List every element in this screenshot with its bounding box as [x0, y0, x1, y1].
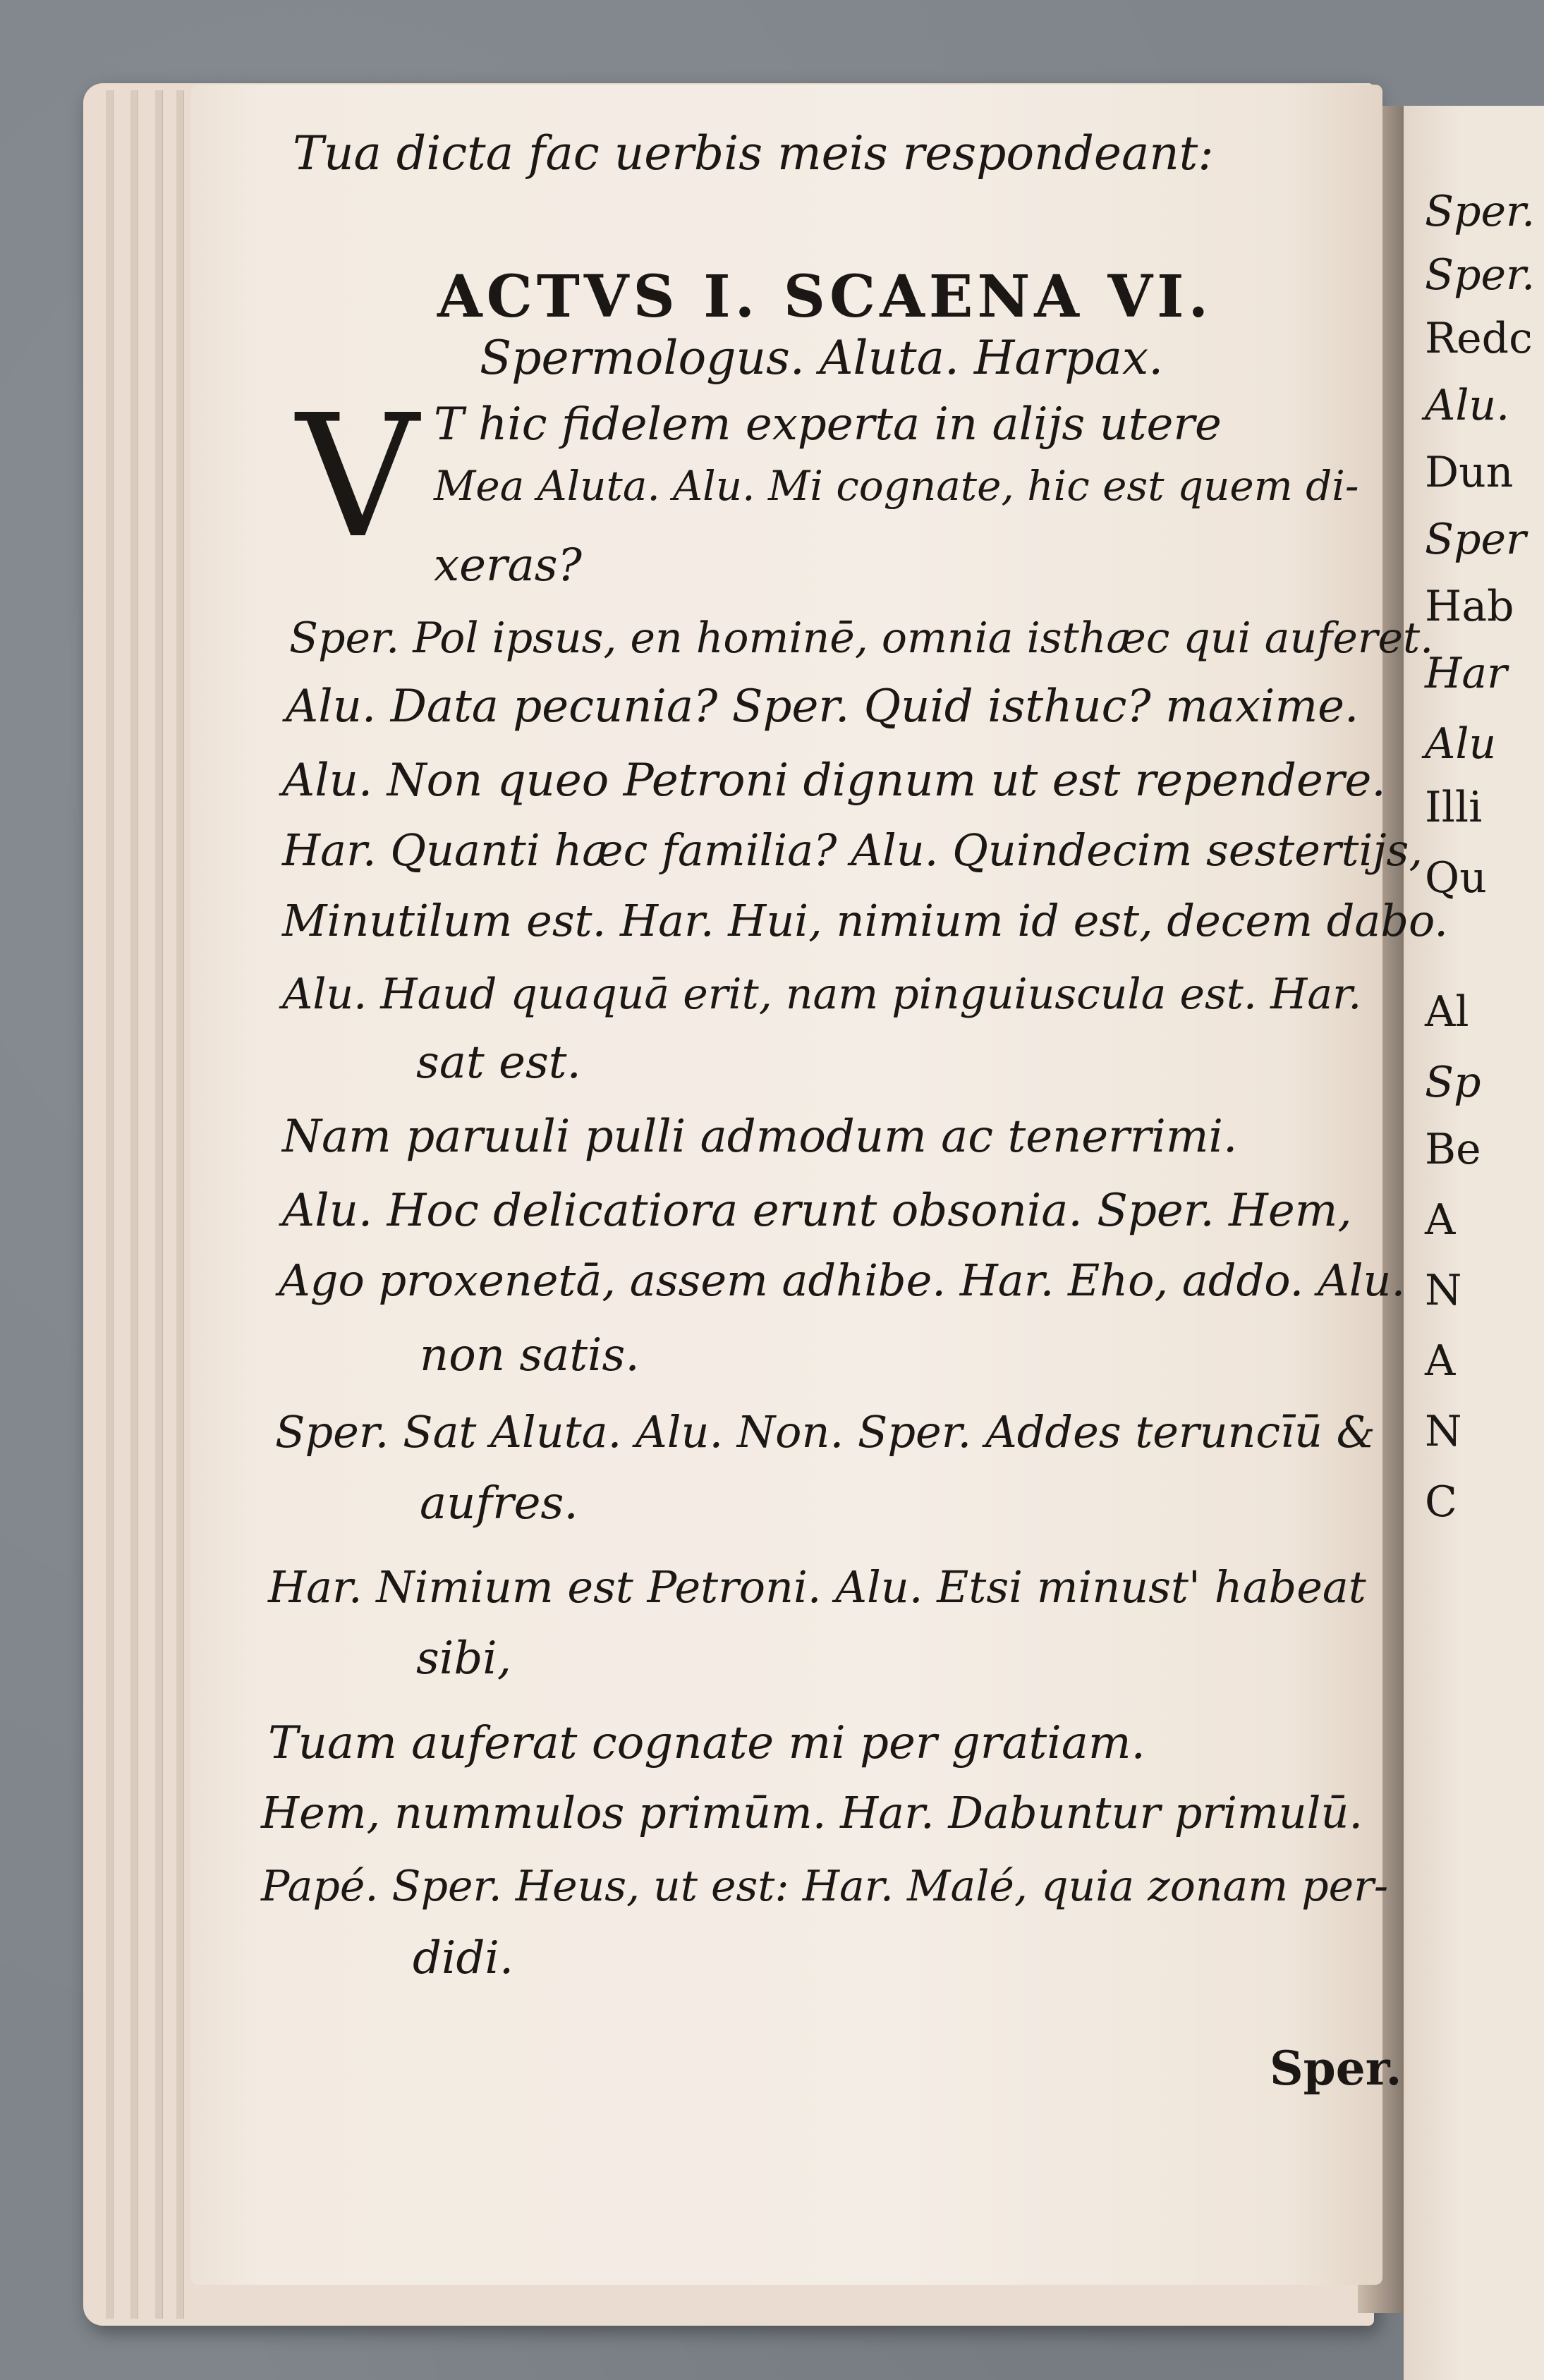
facing-page-fragment: C — [1425, 1477, 1457, 1527]
text-line: Hem, nummulos primūm. Har. Dabuntur primulū. — [261, 1787, 1363, 1838]
text-line: sat est. — [416, 1037, 581, 1089]
facing-page-fragment: Illi — [1425, 783, 1483, 832]
text-line: Papé. Sper. Heus, ut est: Har. Malé, quia zonam per- — [261, 1862, 1389, 1911]
facing-page-fragment: N — [1425, 1266, 1462, 1315]
dramatis-personae: Spermologus. Aluta. Harpax. — [480, 331, 1164, 385]
text-line: non satis. — [420, 1329, 640, 1381]
text-line: xeras? — [434, 539, 582, 592]
text-line: Alu. Hoc delicatiora erunt obsonia. Sper. Hem, — [282, 1185, 1352, 1237]
facing-page-fragment: A — [1425, 1195, 1456, 1245]
text-line: Har. Quanti hæc familia? Alu. Quindecim sestertijs, — [282, 824, 1423, 876]
facing-page-fragment: Sper. — [1425, 250, 1536, 300]
text-line: T hic fidelem experta in alijs utere — [434, 398, 1222, 451]
text-line: Tuam auferat cognate mi per gratiam. — [268, 1717, 1145, 1769]
running-line: Tua dicta fac uerbis meis respondeant: — [293, 126, 1214, 181]
text-line: Mea Aluta. Alu. Mi cognate, hic est quem di- — [434, 462, 1359, 510]
act-scene-heading: ACTVS I. SCAENA VI. — [437, 263, 1213, 331]
text-line: didi. — [413, 1932, 514, 1984]
text-line: Har. Nimium est Petroni. Alu. Etsi minust' habeat — [268, 1561, 1366, 1613]
facing-page-fragment: Al — [1425, 987, 1469, 1037]
page-edge — [106, 90, 114, 2319]
facing-page-fragment: Redc — [1425, 314, 1533, 363]
text-line: Alu. Haud quaquā erit, nam pinguiuscula est. Har. — [282, 970, 1362, 1019]
facing-page-fragment: Dun — [1425, 448, 1514, 497]
text-line: Sper. Pol ipsus, en hominē, omnia isthæc qui auferet. — [289, 614, 1434, 663]
facing-page-fragment: Sper. — [1425, 187, 1536, 236]
text-line: sibi, — [416, 1633, 512, 1685]
text-line: Alu. Data pecunia? Sper. Quid isthuc? maxime. — [286, 681, 1359, 733]
facing-page-fragment: Hab — [1425, 582, 1514, 631]
facing-page-fragment: Be — [1425, 1125, 1481, 1174]
text-line: Nam paruuli pulli admodum ac tenerrimi. — [282, 1111, 1238, 1163]
text-line: Sper. Sat Aluta. Alu. Non. Sper. Addes teruncīū & — [275, 1406, 1375, 1458]
facing-page-fragment: Har — [1425, 649, 1507, 698]
page-edge — [130, 90, 138, 2319]
catchword: Sper. — [1270, 2041, 1402, 2096]
facing-page-fragment: Sp — [1425, 1058, 1481, 1107]
text-line: Minutilum est. Har. Hui, nimium id est, decem dabo. — [282, 895, 1448, 946]
page-edge — [155, 90, 163, 2319]
page-edge — [176, 90, 184, 2319]
text-line: Alu. Non queo Petroni dignum ut est rependere. — [282, 755, 1386, 807]
text-line: Ago proxenetā, assem adhibe. Har. Eho, addo. Alu. — [279, 1255, 1406, 1306]
facing-page-fragment: Qu — [1425, 853, 1487, 903]
facing-page-fragment: N — [1425, 1407, 1462, 1456]
drop-cap: V — [296, 378, 419, 575]
facing-page-fragment: Alu. — [1425, 381, 1510, 430]
facing-page-fragment: A — [1425, 1336, 1456, 1386]
facing-page-fragment: Alu — [1425, 719, 1497, 769]
facing-page-fragment: Sper — [1425, 515, 1526, 564]
text-line: aufres. — [420, 1477, 578, 1530]
